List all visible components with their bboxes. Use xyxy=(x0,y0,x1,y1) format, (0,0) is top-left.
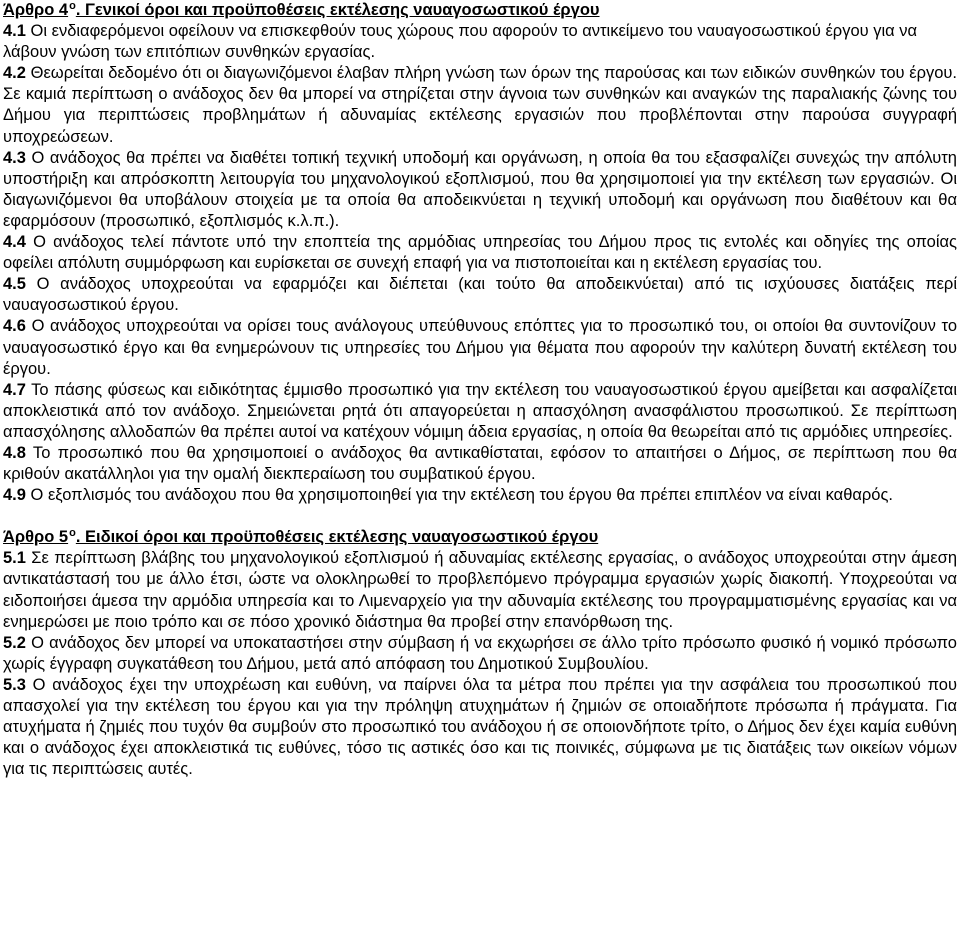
clause-number: 4.5 xyxy=(3,275,26,294)
article-5-heading-title: . Ειδικοί όροι και προϋποθέσεις εκτέλεσης ναυαγοσωστικού έργου xyxy=(75,528,599,547)
article-4-heading-superscript: ο xyxy=(69,0,76,12)
clause-text: Ο ανάδοχος έχει την υποχρέωση και ευθύνη, να παίρνει όλα τα μέτρα που πρέπει για την ασφάλεια του προσωπικού που απασχολεί για την εκτέλεση του έργου και για την πρόληψη ατυχημάτων ή ζημιών σε οποιαδήποτε πρόσωπα ή πράγματα. Για ατυχήματα ή ζημιές που τυχόν θα συμβούν στο προσωπικό του ανάδοχου ή σε οποιονδήποτε τρίτο, ο Δήμος δεν έχει καμία ευθύνη και ο ανάδοχος έχει αποκλειστικά τις ευθύνες, τόσο τις αστικές όσο και τις ποινικές, σύμφωνα με τις διατάξεις των οικείων νόμων για τις περιπτώσεις αυτές. xyxy=(3,675,957,779)
clause-text: Σε περίπτωση βλάβης του μηχανολογικού εξοπλισμού ή αδυναμίας εκτέλεσης εργασίας, ο ανάδοχος υποχρεούται στην άμεση αντικατάστασή του με άλλο έτσι, ώστε να ολοκληρωθεί το προβλεπόμενο πρόγραμμα εργασιών χωρίς διακοπή. Υποχρεούται να ειδοποιήσει άμεσα την αρμόδια υπηρεσία και το Λιμεναρχείο για την αδυναμία εκτέλεσης του προγραμματισμένης εργασίας και να ενημερώσει με ποιο τρόπο και σε πόσο χρονικό διάστημα θα προβεί στην επανόρθωση της. xyxy=(3,549,957,631)
section-spacer xyxy=(3,506,957,527)
clause-4-9 xyxy=(3,485,957,506)
clause-number: 4.7 xyxy=(3,380,26,399)
article-4-heading xyxy=(3,0,957,21)
clause-text: Οι ενδιαφερόμενοι οφείλουν να επισκεφθούν τους χώρους που αφορούν το αντικείμενο του ναυαγοσωστικού έργου για να λάβουν γνώση των επιτόπιων συνθηκών εργασίας. xyxy=(3,22,918,62)
clause-text: Ο ανάδοχος υποχρεούται να εφαρμόζει και διέπεται (και τούτο θα αποδεικνύεται) από τις ισχύουσες διατάξεις περί ναυαγοσωστικού έργου. xyxy=(3,275,957,315)
clause-4-6 xyxy=(3,316,957,379)
clause-number: 4.6 xyxy=(3,317,26,336)
clause-4-4 xyxy=(3,232,957,274)
clause-text: Το προσωπικό που θα χρησιμοποιεί ο ανάδοχος θα αντικαθίσταται, εφόσον το απαιτήσει ο Δήμος, σε περίπτωση που θα κριθούν ακατάλληλοι για την ομαλή διεκπεραίωση του συμβατικού έργου. xyxy=(3,443,957,484)
clause-text: Ο ανάδοχος θα πρέπει να διαθέτει τοπική τεχνική υποδομή και οργάνωση, η οποία θα του εξασφαλίζει συνεχώς την απόλυτη υποστήριξη και απρόσκοπτη λειτουργία του μηχανολογικού εξοπλισμού, που θα χρησιμοποιεί για την εκτέλεση των εργασιών. Οι διαγωνιζόμενοι θα υποβάλουν στοιχεία με τα οποία θα αποδεικνύεται η τεχνική υποδομή και οργάνωση που διαθέτουν και θα εφαρμόσουν (προσωπικό, εξοπλισμός κ.λ.π.). xyxy=(3,148,957,230)
clause-text: Θεωρείται δεδομένο ότι οι διαγωνιζόμενοι έλαβαν πλήρη γνώση των όρων της παρούσας και των ειδικών συνθηκών του έργου. Σε καμιά περίπτωση ο ανάδοχος δεν θα μπορεί να στηρίζεται στην άγνοια των συνθηκών και αναγκών της παραλιακής ζώνης του Δήμου για περιπτώσεις προβλημάτων ή αδυναμίας εκτέλεσης εργασιών που προβλέπονται στην παρούσα συγγραφή υποχρεώσεων. xyxy=(3,64,957,146)
article-5-heading-superscript: ο xyxy=(69,526,76,539)
article-5-heading-prefix: Άρθρο 5 xyxy=(3,528,69,547)
clause-text: Ο εξοπλισμός του ανάδοχου που θα χρησιμοποιηθεί για την εκτέλεση του έργου θα πρέπει επιπλέον να είναι καθαρός. xyxy=(25,486,894,505)
clause-5-1 xyxy=(3,548,957,632)
clause-4-8 xyxy=(3,443,957,485)
clause-number: 4.4 xyxy=(3,233,26,252)
clause-4-1 xyxy=(3,21,957,63)
article-5-heading xyxy=(3,527,957,548)
clause-text: Ο ανάδοχος τελεί πάντοτε υπό την εποπτεία της αρμόδιας υπηρεσίας του Δήμου προς τις εντολές και οδηγίες της οποίας οφείλει απόλυτη συμμόρφωση και ευρίσκεται σε συνεχή επαφή για να πιστοποιείται και η εκτέλεση εργασίας του. xyxy=(3,233,957,273)
clause-4-5 xyxy=(3,274,957,316)
clause-number: 4.9 xyxy=(3,486,26,505)
clause-number: 5.3 xyxy=(3,675,26,694)
clause-4-2 xyxy=(3,63,957,147)
clause-number: 4.2 xyxy=(3,64,26,83)
document-page xyxy=(3,0,957,780)
article-4-heading-prefix: Άρθρο 4 xyxy=(3,1,69,19)
clause-number: 5.2 xyxy=(3,633,26,652)
clause-number: 4.3 xyxy=(3,148,26,167)
clause-number: 4.8 xyxy=(3,443,26,462)
clause-4-3 xyxy=(3,148,957,232)
clause-text: Το πάσης φύσεως και ειδικότητας έμμισθο προσωπικό για την εκτέλεση του ναυαγοσωστικού έργου αμείβεται και ασφαλίζεται αποκλειστικά από τον ανάδοχο. Σημειώνεται ρητά ότι απαγορεύεται η απασχόληση ανασφάλιστου προσωπικού. Σε περίπτωση απασχόλησης αλλοδαπών θα πρέπει αυτοί να κατέχουν νόμιμη άδεια εργασίας, η οποία θα θεωρείται από τις αρμόδιες υπηρεσίες. xyxy=(3,380,957,441)
clause-text: Ο ανάδοχος δεν μπορεί να υποκαταστήσει στην σύμβαση ή να εκχωρήσει σε άλλο τρίτο πρόσωπο φυσικό ή νομικό πρόσωπο χωρίς έγγραφη συγκατάθεση του Δήμου, μετά από απόφαση του Δημοτικού Συμβουλίου. xyxy=(3,633,957,673)
article-4-heading-title: . Γενικοί όροι και προϋποθέσεις εκτέλεσης ναυαγοσωστικού έργου xyxy=(75,1,600,19)
clause-number: 5.1 xyxy=(3,549,26,568)
clause-5-2 xyxy=(3,633,957,675)
clause-text: Ο ανάδοχος υποχρεούται να ορίσει τους ανάλογους υπεύθυνους επόπτες για το προσωπικό του, οι οποίοι θα συντονίζουν το ναυαγοσωστικό έργο και θα ενημερώνουν τις υπηρεσίες του Δήμου για θέματα που αφορούν την καλύτερη δυνατή εκτέλεση του έργου. xyxy=(3,317,957,378)
clause-5-3 xyxy=(3,675,957,780)
clause-number: 4.1 xyxy=(3,22,26,41)
clause-4-7 xyxy=(3,380,957,443)
